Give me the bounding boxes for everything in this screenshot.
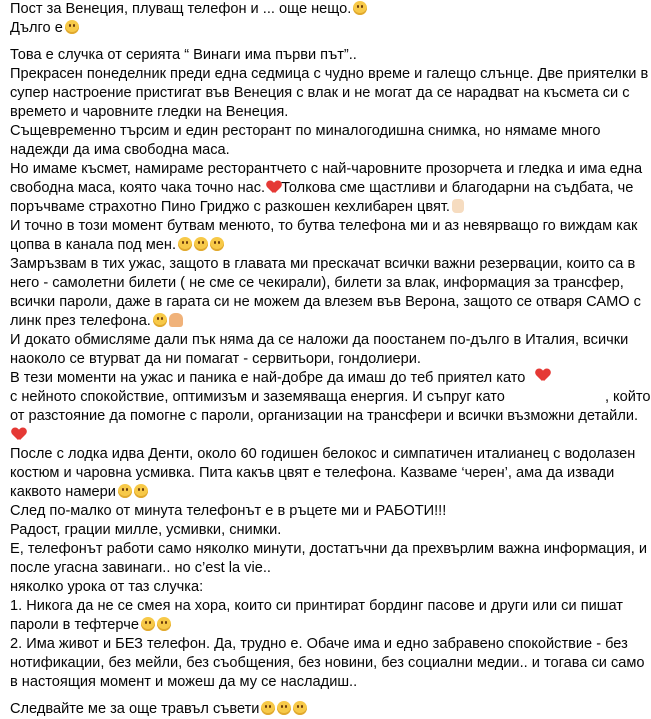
raised-hands-icon <box>452 199 464 213</box>
grimacing-face-icon <box>210 237 224 251</box>
smiling-face-icon <box>65 20 79 34</box>
post-line: И докато обмисляме дали пък няма да се наложи да поостанем по-дълго в Италия, всички <box>10 332 629 348</box>
red-heart-icon <box>12 428 26 441</box>
post-line: Дълго е <box>10 19 558 38</box>
post-line: След по-малко от минута телефонът е в ръцете ми и РАБОТИ!!! <box>10 503 447 519</box>
grinning-face-icon <box>353 1 367 15</box>
rofl-face-icon <box>261 701 275 715</box>
post-line: в настоящия момент и можеш да му се насладиш.. <box>10 674 358 690</box>
post-line: надежди да има свободна маса. <box>10 142 230 158</box>
rofl-face-icon <box>293 701 307 715</box>
post-line: И точно в този момент бутвам менюто, то бутва телефона ми и аз невярващо го виждам как <box>10 218 638 234</box>
post-line: Е, телефонът работи само няколко минути, достатъчни да прехвърлим важна информация, и <box>10 541 648 557</box>
person-facepalm-icon <box>169 313 183 327</box>
post-line: нотификации, без мейли, без съобщения, без новини, без социални медии.. и тогава си само <box>10 655 645 671</box>
post-line: После с лодка идва Денти, около 60 годишен белокос и симпатичен италианец с водолазен <box>10 446 636 462</box>
grinning-face-icon <box>153 313 167 327</box>
post-line: 1. Никога да не се смея на хора, които си принтират бординг пасове и други или си пишат <box>10 598 623 614</box>
laughing-face-icon <box>134 484 148 498</box>
post-line: каквото намери <box>10 483 558 502</box>
post-line: цопва в канала под мен. <box>10 236 558 255</box>
laughing-face-icon <box>141 617 155 631</box>
post-line: поръчваме страхотно Пино Гриджо с разкошен кехлибарен цвят. <box>10 198 558 217</box>
post-line: Радост, грации милле, усмивки, снимки. <box>10 522 282 538</box>
laughing-face-icon <box>118 484 132 498</box>
post-line: Пост за Венеция, плуващ телефон и ... още нещо. <box>10 0 558 19</box>
post-line <box>10 426 558 445</box>
post-line: Следвайте ме за още травъл съвети <box>10 700 558 719</box>
paragraph-gap <box>10 692 558 700</box>
post-line: Но имаме късмет, намираме ресторантчето с най-чаровните прозорчета и гледка и има една <box>10 161 643 177</box>
post-line: Това е случка от серията “ Винаги има първи път”.. <box>10 47 357 63</box>
post-line: с нейното спокойствие, оптимизъм и заземяваща енергия. И съпруг като , който <box>10 389 651 405</box>
post-line: Замръзвам в тих ужас, защото в главата ми прескачат всички важни резервации, които са в <box>10 256 636 272</box>
post-line: пароли в тефтерче <box>10 616 558 635</box>
post-line: Същевременно търсим и един ресторант по миналогодишна снимка, но нямаме много <box>10 123 601 139</box>
post-line: 2. Има живот и БЕЗ телефон. Да, трудно е. Обаче има и едно забравено спокойствие - без <box>10 636 628 652</box>
laughing-face-icon <box>277 701 291 715</box>
post-line: костюм и чаровна усмивка. Пита какъв цвят е телефона. Казваме ‘черен’, ама да извади <box>10 465 615 481</box>
post-line: свободна маса, която чака точно нас. Толкова сме щастливи и благодарни на съдбата, че <box>10 180 634 196</box>
red-heart-icon <box>267 181 281 194</box>
red-heart-icon <box>536 369 550 382</box>
post-line: наоколо се втурват да ни помагат - сервитьори, гондолиери. <box>10 351 421 367</box>
post-line: времето и чаровните гледки на Венеция. <box>10 104 289 120</box>
smiling-face-icon <box>157 617 171 631</box>
post-line: Прекрасен понеделник преди една седмица с чудно време и галещо слънце. Две приятелки в <box>10 66 649 82</box>
post-line: от разстояние да помогне с пароли, организации на трансфери и всички възможни детайли. <box>10 408 639 424</box>
post-line: после угасна завинаги.. но c’est la vie.. <box>10 560 271 576</box>
post-line: него - самолетни билети ( не сме се чекирали), билети за влак, информация за трансфер, <box>10 275 624 291</box>
post-line: супер настроение пристигат във Венеция с влак и не могат да се нарадват на късмета си с <box>10 85 630 101</box>
post-line: линк през телефона. <box>10 312 558 331</box>
post-line: В тези моменти на ужас и паника е най-добре да имаш до теб приятел като <box>10 369 558 388</box>
paragraph-gap <box>10 38 558 46</box>
post-line: всички пароли, даже в гарата си не можем да влезем във Верона, защото се отваря САМО с <box>10 294 641 310</box>
grimacing-face-icon <box>194 237 208 251</box>
flushed-face-icon <box>178 237 192 251</box>
post-line: няколко урока от таз случка: <box>10 579 204 595</box>
